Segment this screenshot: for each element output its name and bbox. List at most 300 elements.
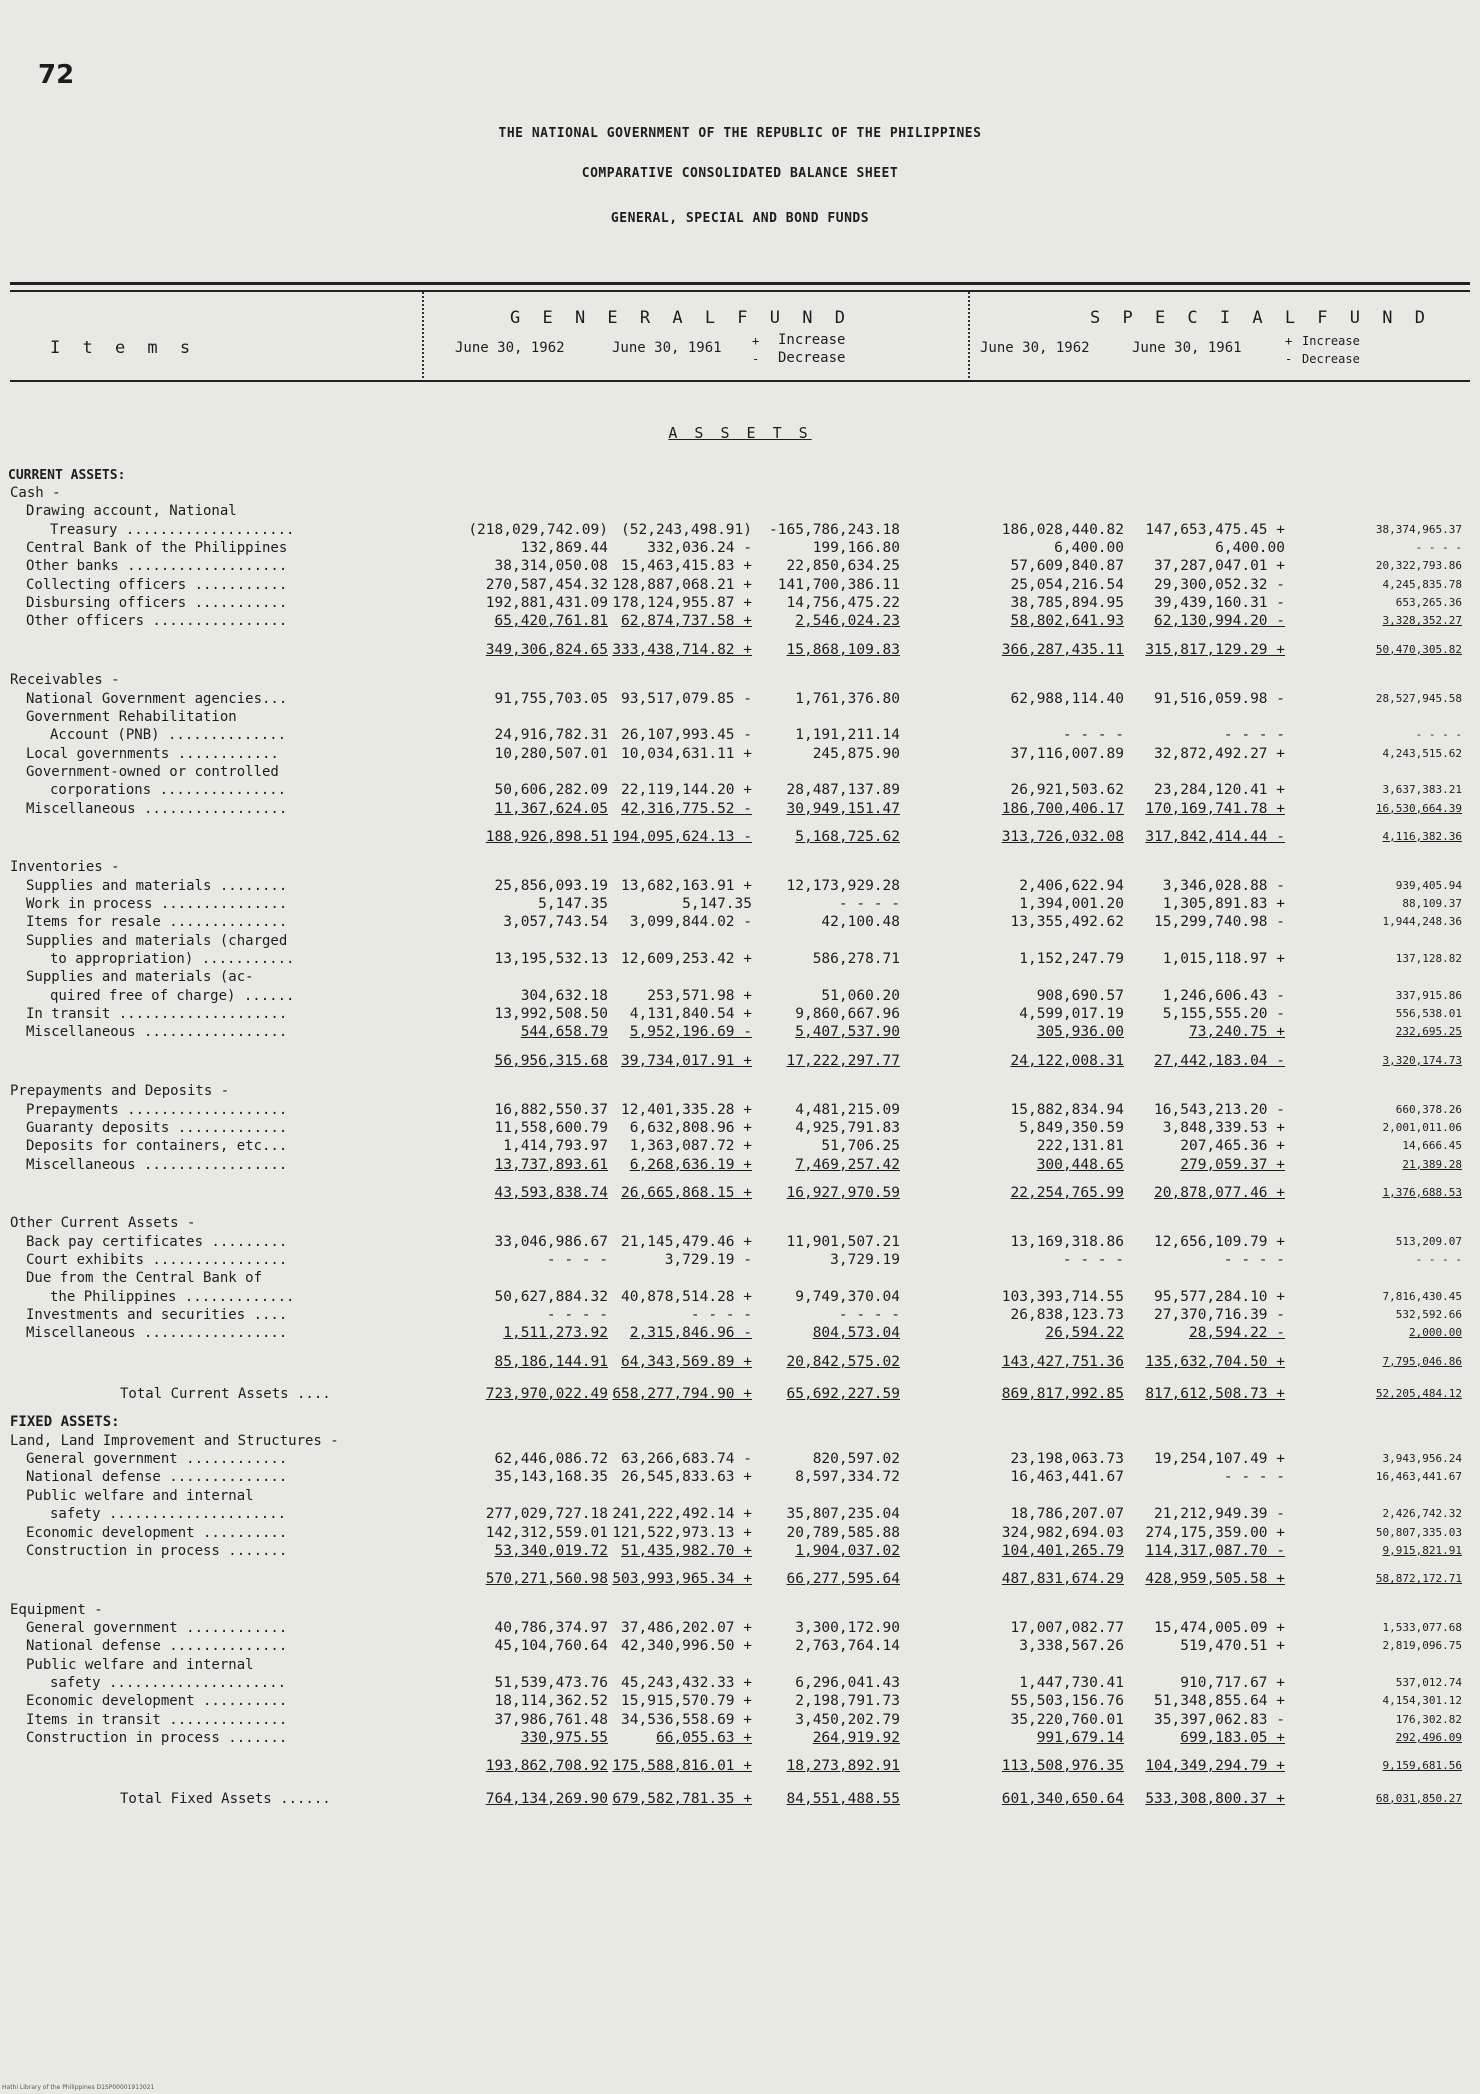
amount-cell: 57,609,840.87	[1010, 558, 1124, 575]
amount-cell: 38,374,965.37	[1375, 522, 1462, 536]
subtotal-cell: 194,095,624.13 -	[612, 828, 752, 845]
amount-cell: 186,028,440.82	[1001, 521, 1124, 538]
amount-cell: 7,469,257.42	[795, 1156, 900, 1173]
grand-total-label: Total Current Assets ....	[120, 1386, 331, 1403]
items-heading: I t e m s	[50, 338, 197, 358]
amount-cell: - - - -	[546, 1251, 608, 1268]
amount-cell: 337,915.86	[1395, 988, 1462, 1002]
subtotal-cell: 26,665,868.15 +	[621, 1184, 752, 1201]
subtotal-cell: 366,287,435.11	[1001, 641, 1124, 658]
amount-cell: 65,420,761.81	[494, 613, 608, 630]
subtotal-cell: 7,795,046.86	[1382, 1354, 1462, 1368]
amount-cell: 35,807,235.04	[786, 1506, 900, 1523]
row-label: Collecting officers ...........	[26, 576, 288, 593]
amount-cell: 2,763,764.14	[795, 1638, 900, 1655]
amount-cell: - - - -	[838, 896, 900, 912]
amount-cell: 245,875.90	[812, 745, 900, 762]
col-special-plus-sign: +	[1285, 334, 1293, 348]
amount-cell: 3,099,844.02 -	[629, 914, 752, 931]
amount-cell: 300,448.65	[1036, 1156, 1124, 1173]
amount-cell: 292,496.09	[1395, 1731, 1462, 1744]
row-label: Central Bank of the Philippines	[26, 540, 288, 557]
amount-cell: 660,378.26	[1395, 1102, 1462, 1116]
general-fund-heading: G E N E R A L F U N D	[510, 308, 851, 328]
amount-cell: 270,587,454.32	[485, 576, 608, 593]
subtotal-cell: 16,927,970.59	[786, 1184, 900, 1201]
amount-cell: 21,212,949.39 -	[1154, 1506, 1285, 1523]
amount-cell: 264,919.92	[812, 1730, 900, 1746]
amount-cell: 192,881,431.09	[485, 595, 608, 612]
source-footer: Hathi Library of the Philippines D1SP00001913021	[2, 2084, 155, 2091]
amount-cell: 128,887,068.21 +	[612, 576, 752, 593]
row-group-label: Equipment -	[10, 1601, 103, 1618]
subtotal-cell: 143,427,751.36	[1001, 1353, 1124, 1370]
col-minus-sign: -	[752, 352, 760, 366]
amount-cell: 6,400.00	[1215, 540, 1285, 557]
amount-cell: 37,287,047.01 +	[1154, 558, 1285, 575]
row-label: National defense ..............	[26, 1638, 288, 1655]
amount-cell: - - - -	[1223, 1469, 1285, 1486]
row-group-label: Government-owned or controlled	[26, 763, 279, 780]
report-funds: GENERAL, SPECIAL AND BOND FUNDS	[610, 211, 870, 226]
amount-cell: 1,191,211.14	[795, 727, 900, 744]
subtotal-cell: 39,734,017.91 +	[621, 1052, 752, 1069]
amount-cell: 147,653,475.45 +	[1145, 521, 1285, 538]
subtotal-cell: 487,831,674.29	[1001, 1571, 1124, 1588]
amount-cell: 30,949,151.47	[786, 800, 900, 817]
subtotal-cell: 188,926,898.51	[485, 828, 608, 845]
amount-cell: 3,848,339.53 +	[1162, 1119, 1285, 1136]
subtotal-cell: 333,438,714.82 +	[612, 641, 752, 658]
col-special-increase: Increase	[1302, 334, 1360, 348]
amount-cell: 51,539,473.76	[494, 1674, 608, 1691]
amount-cell: 3,637,383.21	[1382, 783, 1462, 797]
amount-cell: 16,530,664.39	[1375, 801, 1462, 815]
amount-cell: 232,695.25	[1395, 1025, 1462, 1039]
amount-cell: - - - -	[1223, 727, 1285, 744]
amount-cell: 51,435,982.70 +	[621, 1542, 752, 1559]
amount-cell: 66,055.63 +	[655, 1730, 752, 1746]
amount-cell: 12,173,929.28	[786, 877, 900, 894]
amount-cell: 33,046,986.67	[494, 1233, 608, 1250]
amount-cell: 42,340,996.50 +	[621, 1638, 752, 1655]
amount-cell: 18,786,207.07	[1010, 1506, 1124, 1523]
grand-total-label: Total Fixed Assets ......	[120, 1790, 331, 1807]
amount-cell: 16,882,550.37	[494, 1101, 608, 1118]
amount-cell: 513,209.07	[1395, 1234, 1462, 1248]
amount-cell: 45,104,760.64	[494, 1638, 608, 1655]
amount-cell: 20,322,793.86	[1375, 559, 1462, 573]
amount-cell: 4,245,835.78	[1382, 577, 1462, 591]
amount-cell: 178,124,955.87 +	[612, 595, 752, 612]
subtotal-cell: 317,842,414.44 -	[1145, 828, 1285, 845]
amount-cell: - - - -	[1062, 1251, 1124, 1268]
amount-cell: 132,869.44	[520, 540, 608, 557]
amount-cell: 28,527,945.58	[1375, 691, 1462, 705]
amount-cell: 40,878,514.28 +	[621, 1288, 752, 1305]
amount-cell: 1,015,118.97 +	[1162, 951, 1285, 968]
amount-cell: 91,516,059.98 -	[1154, 690, 1285, 707]
amount-cell: 3,057,743.54	[503, 914, 608, 931]
amount-cell: 908,690.57	[1036, 987, 1124, 1004]
row-label: General government ............	[26, 1451, 288, 1468]
amount-cell: 10,280,507.01	[494, 745, 608, 762]
amount-cell: 35,143,168.35	[494, 1469, 608, 1486]
row-group-label: Public welfare and internal	[26, 1487, 254, 1504]
amount-cell: 28,487,137.89	[786, 782, 900, 799]
amount-cell: 653,265.36	[1395, 596, 1462, 610]
amount-cell: 277,029,727.18	[485, 1506, 608, 1523]
amount-cell: 519,470.51 +	[1180, 1638, 1285, 1655]
row-label: Work in process ...............	[26, 896, 288, 912]
subtotal-cell: 58,872,172.71	[1375, 1572, 1462, 1586]
amount-cell: 28,594.22 -	[1188, 1325, 1285, 1342]
amount-cell: 63,266,683.74 -	[621, 1451, 752, 1468]
row-label: Items for resale ..............	[26, 914, 288, 931]
amount-cell: 15,915,570.79 +	[621, 1693, 752, 1710]
amount-cell: 1,447,730.41	[1019, 1674, 1124, 1691]
amount-cell: 4,243,515.62	[1382, 746, 1462, 760]
subtotal-cell: 20,842,575.02	[786, 1353, 900, 1370]
col-june-1961: June 30, 1961	[612, 340, 722, 356]
amount-cell: 19,254,107.49 +	[1154, 1451, 1285, 1468]
amount-cell: 3,729.19 -	[664, 1251, 752, 1268]
amount-cell: 3,346,028.88 -	[1162, 877, 1285, 894]
amount-cell: 15,299,740.98 -	[1154, 914, 1285, 931]
amount-cell: 51,706.25	[821, 1138, 900, 1155]
amount-cell: 304,632.18	[520, 987, 608, 1004]
col-special-june-1961: June 30, 1961	[1132, 340, 1242, 356]
amount-cell: 274,175,359.00 +	[1145, 1524, 1285, 1541]
grand-total-cell: 869,817,992.85	[1001, 1386, 1124, 1403]
amount-cell: 26,107,993.45 -	[621, 727, 752, 744]
row-group-label: Due from the Central Bank of	[26, 1270, 263, 1287]
amount-cell: 3,729.19	[830, 1251, 900, 1268]
amount-cell: 50,627,884.32	[494, 1288, 608, 1305]
row-label: Deposits for containers, etc...	[26, 1138, 288, 1155]
col-june-1962: June 30, 1962	[455, 340, 565, 356]
row-label: Court exhibits ................	[26, 1251, 288, 1268]
amount-cell: 820,597.02	[812, 1451, 900, 1468]
amount-cell: 35,397,062.83 -	[1154, 1711, 1285, 1728]
row-label: Construction in process .......	[26, 1730, 288, 1746]
amount-cell: 199,166.80	[812, 540, 900, 557]
row-label: Miscellaneous .................	[26, 1156, 288, 1173]
amount-cell: 14,666.45	[1402, 1139, 1462, 1153]
amount-cell: 95,577,284.10 +	[1154, 1288, 1285, 1305]
subtotal-cell: 66,277,595.64	[786, 1571, 900, 1588]
amount-cell: 324,982,694.03	[1001, 1524, 1124, 1541]
subtotal-cell: 64,343,569.89 +	[621, 1353, 752, 1370]
amount-cell: 62,446,086.72	[494, 1451, 608, 1468]
row-label: General government ............	[26, 1619, 288, 1636]
special-fund-heading: S P E C I A L F U N D	[1090, 308, 1431, 328]
amount-cell: 103,393,714.55	[1001, 1288, 1124, 1305]
amount-cell: 699,183.05 +	[1180, 1730, 1285, 1746]
row-label: to appropriation) ...........	[50, 951, 295, 968]
amount-cell: 12,609,253.42 +	[621, 951, 752, 968]
amount-cell: 34,536,558.69 +	[621, 1711, 752, 1728]
amount-cell: 104,401,265.79	[1001, 1542, 1124, 1559]
amount-cell: 42,100.48	[821, 914, 900, 931]
amount-cell: 2,000.00	[1409, 1326, 1462, 1340]
amount-cell: 18,114,362.52	[494, 1693, 608, 1710]
amount-cell: 38,314,050.08	[494, 558, 608, 575]
col-special-june-1962: June 30, 1962	[980, 340, 1090, 356]
amount-cell: 51,060.20	[821, 987, 900, 1004]
amount-cell: 991,679.14	[1036, 1730, 1124, 1746]
amount-cell: 32,872,492.27 +	[1154, 745, 1285, 762]
amount-cell: - - - -	[1415, 541, 1462, 555]
subtotal-cell: 15,868,109.83	[786, 641, 900, 658]
amount-cell: 5,155,555.20 -	[1162, 1006, 1285, 1023]
amount-cell: 2,546,024.23	[795, 613, 900, 630]
amount-cell: 9,749,370.04	[795, 1288, 900, 1305]
amount-cell: - - - -	[1415, 728, 1462, 742]
amount-cell: 176,302.82	[1395, 1712, 1462, 1726]
amount-cell: 88,109.37	[1402, 897, 1462, 910]
amount-cell: 3,328,352.27	[1382, 614, 1462, 628]
amount-cell: 2,406,622.94	[1019, 877, 1124, 894]
amount-cell: 253,571.98 +	[647, 987, 752, 1004]
amount-cell: 141,700,386.11	[777, 576, 900, 593]
subtotal-cell: 9,159,681.56	[1382, 1759, 1462, 1773]
amount-cell: 37,986,761.48	[494, 1711, 608, 1728]
amount-cell: 1,414,793.97	[503, 1138, 608, 1155]
amount-cell: 26,838,123.73	[1010, 1307, 1124, 1323]
amount-cell: 6,268,636.19 +	[629, 1156, 752, 1173]
amount-cell: 170,169,741.78 +	[1145, 800, 1285, 817]
subtotal-cell: 18,273,892.91	[786, 1758, 900, 1775]
amount-cell: 93,517,079.85 -	[621, 690, 752, 707]
amount-cell: 1,305,891.83 +	[1162, 896, 1285, 912]
row-group-label: Drawing account, National	[26, 503, 237, 520]
grand-total-cell: 764,134,269.90	[485, 1790, 608, 1807]
report-subtitle: COMPARATIVE CONSOLIDATED BALANCE SHEET	[581, 166, 899, 181]
amount-cell: 330,975.55	[520, 1730, 608, 1746]
amount-cell: 4,154,301.12	[1382, 1694, 1462, 1708]
subtotal-cell: 85,186,144.91	[494, 1353, 608, 1370]
column-separator	[422, 292, 424, 378]
amount-cell: - - - -	[1415, 1252, 1462, 1266]
row-label: corporations ...............	[50, 782, 287, 799]
amount-cell: 4,599,017.19	[1019, 1006, 1124, 1023]
header-top-rule	[10, 282, 1470, 285]
amount-cell: 332,036.24 -	[647, 540, 752, 557]
amount-cell: -165,786,243.18	[769, 521, 900, 538]
amount-cell: 21,145,479.46 +	[621, 1233, 752, 1250]
row-label: National Government agencies...	[26, 690, 288, 707]
amount-cell: 537,012.74	[1395, 1675, 1462, 1689]
amount-cell: 3,300,172.90	[795, 1619, 900, 1636]
report-title: THE NATIONAL GOVERNMENT OF THE REPUBLIC OF THE PHILIPPINES	[498, 126, 982, 141]
amount-cell: 26,594.22	[1045, 1325, 1124, 1342]
subtotal-cell: 1,376,688.53	[1382, 1185, 1462, 1199]
amount-cell: 62,874,737.58 +	[621, 613, 752, 630]
amount-cell: 73,240.75 +	[1188, 1024, 1285, 1041]
amount-cell: 804,573.04	[812, 1325, 900, 1342]
amount-cell: 8,597,334.72	[795, 1469, 900, 1486]
amount-cell: 27,370,716.39 -	[1154, 1307, 1285, 1323]
row-label: Local governments ............	[26, 745, 279, 762]
row-label: In transit ....................	[26, 1006, 288, 1023]
amount-cell: 5,849,350.59	[1019, 1119, 1124, 1136]
assets-heading: A S S E T S	[668, 424, 812, 442]
amount-cell: 13,355,492.62	[1010, 914, 1124, 931]
amount-cell: 11,558,600.79	[494, 1119, 608, 1136]
amount-cell: 37,486,202.07 +	[621, 1619, 752, 1636]
subtotal-cell: 428,959,505.58 +	[1145, 1571, 1285, 1588]
amount-cell: 1,394,001.20	[1019, 896, 1124, 912]
amount-cell: 16,463,441.67	[1010, 1469, 1124, 1486]
amount-cell: 13,682,163.91 +	[621, 877, 752, 894]
grand-total-cell: 68,031,850.27	[1375, 1791, 1462, 1805]
col-special-minus-sign: -	[1285, 352, 1293, 366]
grand-total-cell: 533,308,800.37 +	[1145, 1790, 1285, 1807]
grand-total-cell: 723,970,022.49	[485, 1386, 608, 1403]
amount-cell: 22,850,634.25	[786, 558, 900, 575]
grand-total-cell: 679,582,781.35 +	[612, 1790, 752, 1807]
amount-cell: 17,007,082.77	[1010, 1619, 1124, 1636]
row-label: the Philippines .............	[50, 1288, 295, 1305]
subtotal-cell: 315,817,129.29 +	[1145, 641, 1285, 658]
row-label: Economic development ..........	[26, 1693, 288, 1710]
amount-cell: 5,407,537.90	[795, 1024, 900, 1041]
row-label: Prepayments ...................	[26, 1101, 288, 1118]
amount-cell: 16,543,213.20 -	[1154, 1101, 1285, 1118]
row-group-label: Supplies and materials (charged	[26, 932, 288, 949]
subtotal-cell: 503,993,965.34 +	[612, 1571, 752, 1588]
amount-cell: 2,819,096.75	[1382, 1639, 1462, 1653]
amount-cell: 5,147.35	[682, 896, 752, 912]
amount-cell: 21,389.28	[1402, 1157, 1462, 1171]
amount-cell: 121,522,973.13 +	[612, 1524, 752, 1541]
section-heading: FIXED ASSETS:	[10, 1414, 120, 1431]
subtotal-cell: 113,508,976.35	[1001, 1758, 1124, 1775]
row-label: Other banks ...................	[26, 558, 288, 575]
subtotal-cell: 4,116,382.36	[1382, 829, 1462, 843]
amount-cell: 1,944,248.36	[1382, 915, 1462, 929]
amount-cell: 544,658.79	[520, 1024, 608, 1041]
grand-total-cell: 65,692,227.59	[786, 1386, 900, 1403]
amount-cell: 9,860,667.96	[795, 1006, 900, 1023]
row-label: Supplies and materials ........	[26, 877, 288, 894]
amount-cell: 23,284,120.41 +	[1154, 782, 1285, 799]
amount-cell: 2,315,846.96 -	[629, 1325, 752, 1342]
current-assets-heading: CURRENT ASSETS:	[8, 468, 126, 483]
amount-cell: 10,034,631.11 +	[621, 745, 752, 762]
subtotal-cell: 27,442,183.04 -	[1154, 1052, 1285, 1069]
amount-cell: 14,756,475.22	[786, 595, 900, 612]
amount-cell: 51,348,855.64 +	[1154, 1693, 1285, 1710]
amount-cell: 62,988,114.40	[1010, 690, 1124, 707]
amount-cell: 22,119,144.20 +	[621, 782, 752, 799]
amount-cell: - - - -	[1062, 727, 1124, 744]
subtotal-cell: 56,956,315.68	[494, 1052, 608, 1069]
header-bottom-rule	[10, 380, 1470, 382]
amount-cell: 11,901,507.21	[786, 1233, 900, 1250]
subtotal-cell: 22,254,765.99	[1010, 1184, 1124, 1201]
amount-cell: 532,592.66	[1395, 1308, 1462, 1321]
grand-total-cell: 84,551,488.55	[786, 1790, 900, 1807]
col-increase: Increase	[778, 332, 846, 348]
amount-cell: 50,606,282.09	[494, 782, 608, 799]
amount-cell: 39,439,160.31 -	[1154, 595, 1285, 612]
amount-cell: 13,169,318.86	[1010, 1233, 1124, 1250]
amount-cell: 241,222,492.14 +	[612, 1506, 752, 1523]
amount-cell: 53,340,019.72	[494, 1542, 608, 1559]
row-label: Account (PNB) ..............	[50, 727, 287, 744]
amount-cell: 15,474,005.09 +	[1154, 1619, 1285, 1636]
row-label: Miscellaneous .................	[26, 800, 288, 817]
subtotal-cell: 104,349,294.79 +	[1145, 1758, 1285, 1775]
row-label: Treasury ....................	[50, 521, 295, 538]
amount-cell: 12,401,335.28 +	[621, 1101, 752, 1118]
amount-cell: 137,128.82	[1395, 952, 1462, 966]
amount-cell: 1,533,077.68	[1382, 1620, 1462, 1634]
subtotal-cell: 50,470,305.82	[1375, 642, 1462, 656]
row-label: Other officers ................	[26, 613, 288, 630]
amount-cell: 2,426,742.32	[1382, 1507, 1462, 1521]
amount-cell: 2,198,791.73	[795, 1693, 900, 1710]
subtotal-cell: 135,632,704.50 +	[1145, 1353, 1285, 1370]
row-label: National defense ..............	[26, 1469, 288, 1486]
row-group-label: Receivables -	[10, 672, 120, 689]
amount-cell: 1,363,087.72 +	[629, 1138, 752, 1155]
row-group-label: Cash -	[10, 485, 61, 501]
amount-cell: 20,789,585.88	[786, 1524, 900, 1541]
amount-cell: 5,952,196.69 -	[629, 1024, 752, 1041]
amount-cell: 910,717.67 +	[1180, 1674, 1285, 1691]
amount-cell: 142,312,559.01	[485, 1524, 608, 1541]
row-group-label: Prepayments and Deposits -	[10, 1083, 230, 1100]
amount-cell: 6,296,041.43	[795, 1674, 900, 1691]
row-label: Back pay certificates .........	[26, 1233, 288, 1250]
amount-cell: 13,992,508.50	[494, 1006, 608, 1023]
amount-cell: 35,220,760.01	[1010, 1711, 1124, 1728]
row-label: quired free of charge) ......	[50, 987, 295, 1004]
amount-cell: 16,463,441.67	[1375, 1470, 1462, 1484]
grand-total-cell: 52,205,484.12	[1375, 1387, 1462, 1401]
col-plus-sign: +	[752, 334, 760, 348]
amount-cell: 2,001,011.06	[1382, 1120, 1462, 1134]
row-group-label: Land, Land Improvement and Structures -	[10, 1432, 339, 1449]
amount-cell: 1,246,606.43 -	[1162, 987, 1285, 1004]
header-top-rule-2	[10, 290, 1470, 292]
subtotal-cell: 24,122,008.31	[1010, 1052, 1124, 1069]
amount-cell: 91,755,703.05	[494, 690, 608, 707]
amount-cell: 50,807,335.03	[1375, 1525, 1462, 1539]
subtotal-cell: 5,168,725.62	[795, 828, 900, 845]
amount-cell: 38,785,894.95	[1010, 595, 1124, 612]
amount-cell: 6,400.00	[1054, 540, 1124, 557]
amount-cell: 9,915,821.91	[1382, 1543, 1462, 1557]
subtotal-cell: 193,862,708.92	[485, 1758, 608, 1775]
amount-cell: 556,538.01	[1395, 1007, 1462, 1021]
grand-total-cell: 658,277,794.90 +	[612, 1386, 752, 1403]
amount-cell: (218,029,742.09)	[468, 521, 608, 538]
amount-cell: 11,367,624.05	[494, 800, 608, 817]
amount-cell: 29,300,052.32 -	[1154, 576, 1285, 593]
row-label: safety .....................	[50, 1506, 287, 1523]
row-group-label: Government Rehabilitation	[26, 708, 237, 725]
amount-cell: 6,632,808.96 +	[629, 1119, 752, 1136]
amount-cell: - - - -	[690, 1307, 752, 1323]
amount-cell: 37,116,007.89	[1010, 745, 1124, 762]
row-label: Miscellaneous .................	[26, 1024, 288, 1041]
amount-cell: 13,737,893.61	[494, 1156, 608, 1173]
subtotal-cell: 313,726,032.08	[1001, 828, 1124, 845]
